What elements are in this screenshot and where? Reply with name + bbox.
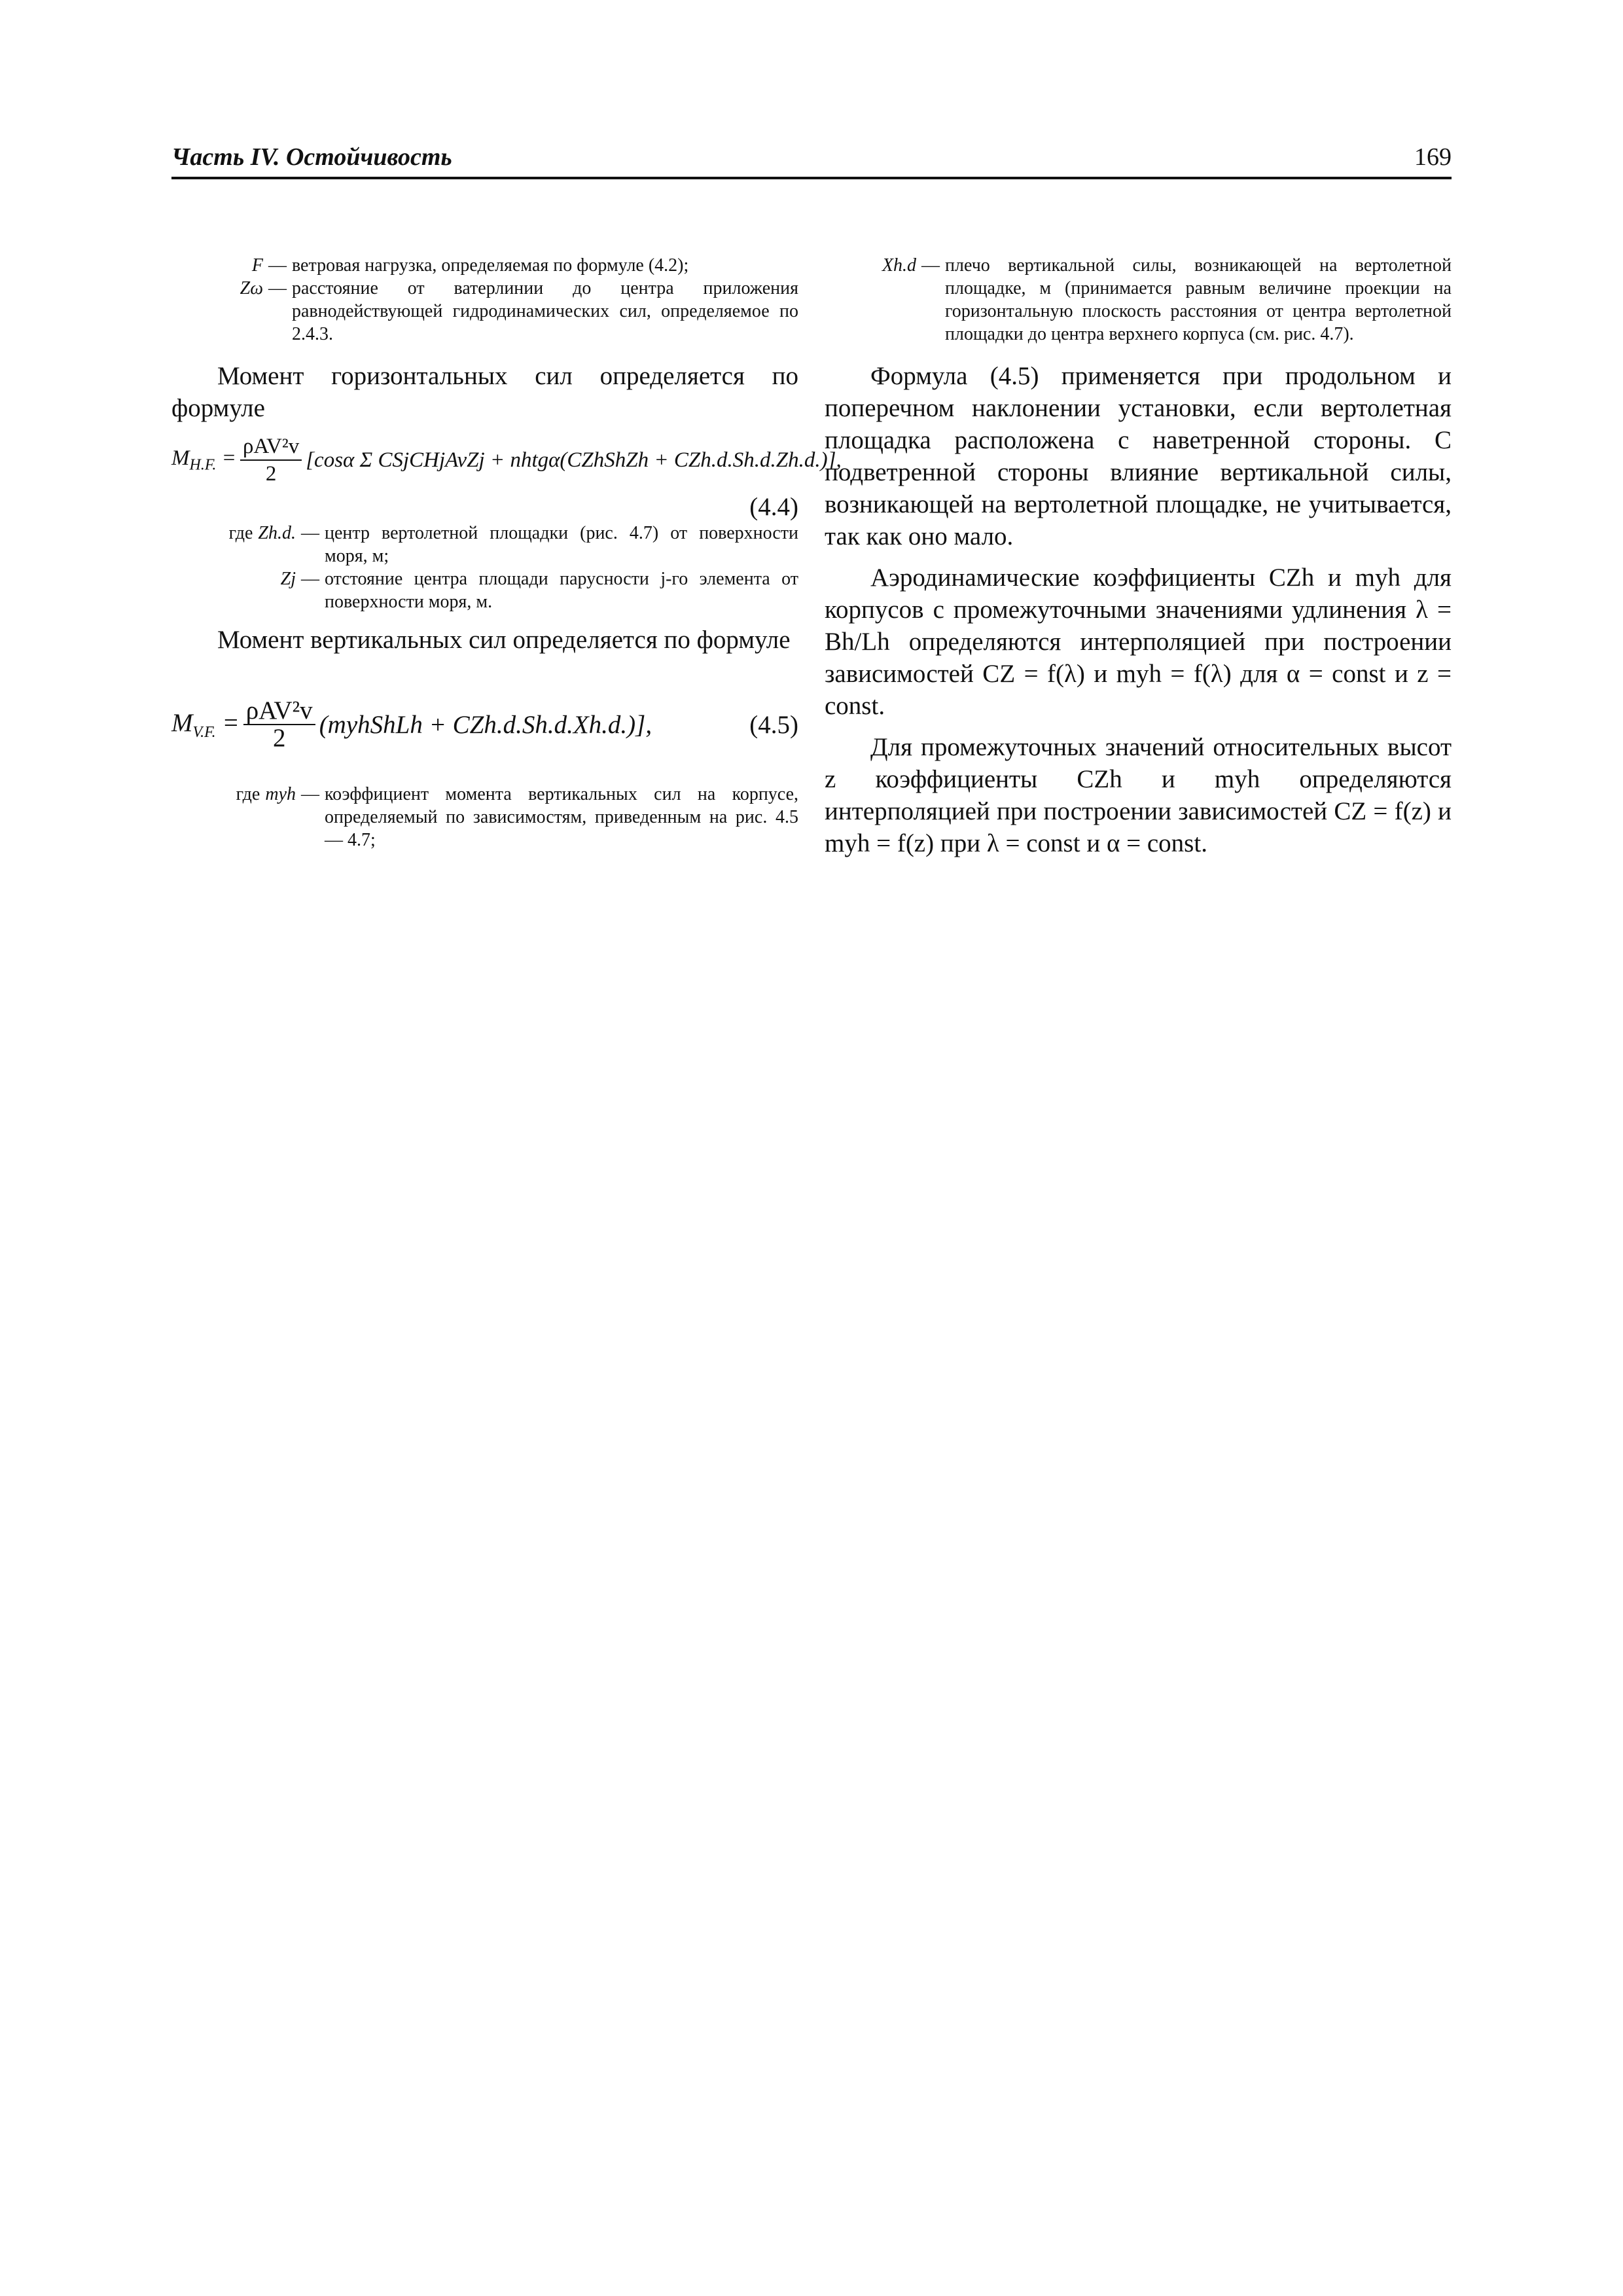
definition-myh: где myh — коэффициент момента вертикальных сил на корпусе, определяемый по зависимостям, приведенным на рис. 4.5 — 4.7;	[236, 784, 798, 850]
definition-xhd: Xh.d — плечо вертикальной силы, возникающей на вертолетной площадке, м (принимается равным величине проекции на горизонтальную плоскость расстояния от центра вертолетной площадки до центра верхнего корпуса (см. рис. 4.7).	[882, 255, 1452, 344]
definition-zhd: где Zh.d. — центр вертолетной площадки (рис. 4.7) от поверхности моря, м;	[228, 523, 798, 566]
definition-text: отстояние центра площади парусности j-го элемента от поверхности моря, м.	[325, 569, 798, 612]
formula-4-4: $M_{H.F.}$ = $\frac{\text{ρAV²v}}{2}$ [cosα Σ CSjCHjAvZj + nhtgα(CZhShZh + CZh.d.Sh.d.Zh.d.)],	[171, 435, 842, 486]
definition-text: расстояние от ватерлинии до центра приложения равнодействующей гидродинамических сил, определяемое по 2.4.3.	[292, 278, 798, 344]
paragraph-horizontal-moment: Момент горизонтальных сил определяется по формуле	[171, 362, 798, 422]
definition-symbol: Zω	[240, 278, 263, 298]
equation-number-4-5: (4.5)	[749, 710, 798, 739]
header-rule	[171, 177, 1452, 179]
running-header-title: Часть IV. Остойчивость	[171, 143, 452, 171]
definition-text: плечо вертикальной силы, возникающей на вертолетной площадке, м (принимается равным величине проекции на горизонтальную плоскость расстояния от центра вертолетной площадки до центра верхнего корпуса (см. рис. 4.7).	[945, 255, 1452, 344]
definition-symbol: F	[251, 255, 263, 276]
definition-text: ветровая нагрузка, определяемая по формуле (4.2);	[292, 255, 689, 276]
definition-zj: Zj — отстояние центра площади парусности j-го элемента от поверхности моря, м.	[280, 569, 798, 612]
equation-number-4-4: (4.4)	[749, 493, 798, 521]
formula-fraction: $\frac{\text{ρAV²v}}{2}$	[243, 698, 315, 751]
definition-f: F — ветровая нагрузка, определяемая по формуле (4.2);	[171, 254, 798, 277]
paragraph-formula-application: Формула (4.5) применяется при продольном и поперечном наклонении установки, если вертолетная площадка расположена с наветренной стороны. С подветренной стороны влияние вертикальной силы, возникающей на вертолетной площадке, не учитывается, так как оно мало.	[825, 362, 1452, 550]
paragraph-relative-heights: Для промежуточных значений относительных высот z коэффициенты CZh и myh определяются интерполяцией при построении зависимостей CZ = f(z) и myh = f(z) при λ = const и α = const.	[825, 733, 1452, 857]
left-column	[171, 254, 842, 852]
definition-text: центр вертолетной площадки (рис. 4.7) от поверхности моря, м;	[325, 523, 798, 566]
page-number: 169	[1414, 143, 1452, 171]
paragraph-aerodynamic-coefficients: Аэродинамические коэффициенты CZh и myh для корпусов с промежуточными значениями удлинения λ = Bh/Lh определяются интерполяцией при построении зависимостей CZ = f(λ) и myh = f(λ) для α = const и z = const.	[825, 564, 1452, 720]
formula-4-5: $M_{V.F.}$ = $\frac{\text{ρAV²v}}{2}$ (myhShLh + CZh.d.Sh.d.Xh.d.)], (4.5)	[171, 696, 798, 752]
right-column	[825, 254, 1452, 859]
formula-fraction: $\frac{\text{ρAV²v}}{2}$	[240, 433, 302, 487]
formula-body: (myhShLh + CZh.d.Sh.d.Xh.d.)],	[319, 710, 652, 739]
definition-z-omega: Zω — расстояние от ватерлинии до центра приложения равнодействующей гидродинамических сил, определяемое по 2.4.3.	[171, 277, 798, 346]
paragraph-vertical-moment: Момент вертикальных сил определяется по формуле	[217, 626, 791, 654]
formula-body: [cosα Σ CSjCHjAvZj + nhtgα(CZhShZh + CZh.d.Sh.d.Zh.d.)],	[306, 448, 842, 472]
definition-text: коэффициент момента вертикальных сил на корпусе, определяемый по зависимостям, приведенным на рис. 4.5 — 4.7;	[325, 784, 798, 850]
